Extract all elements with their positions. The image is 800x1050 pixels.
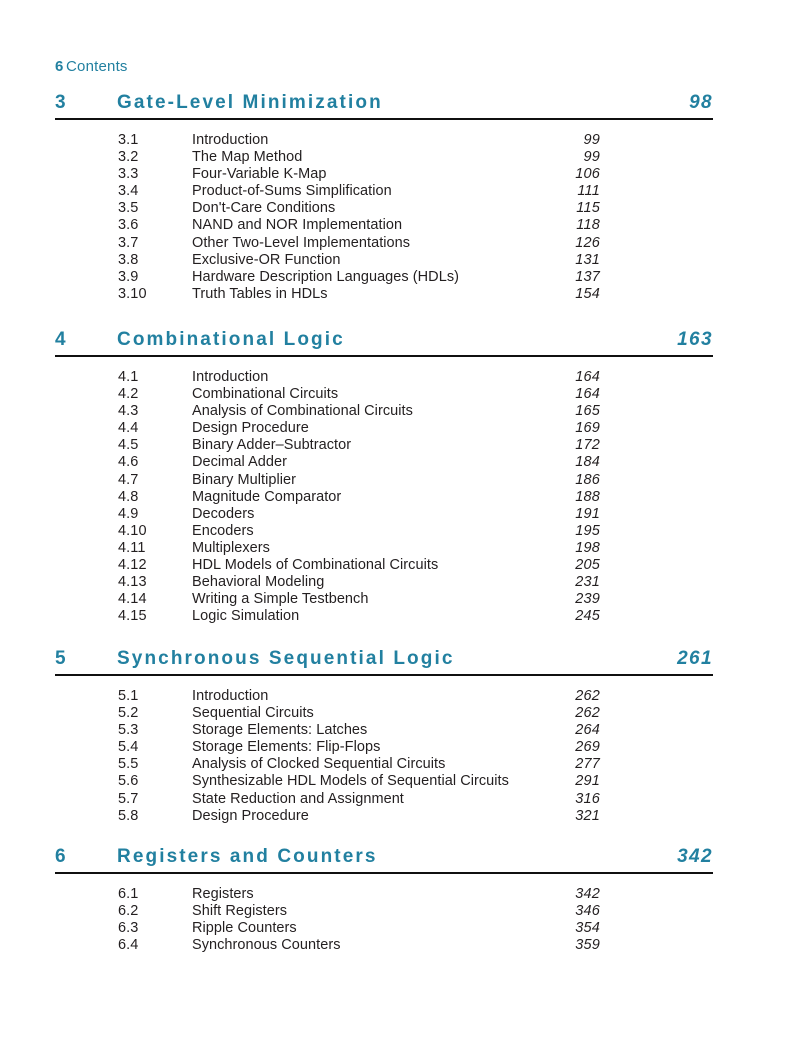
section-row[interactable] <box>0 386 600 403</box>
chapter-block <box>0 648 800 825</box>
section-title: Binary Multiplier <box>192 471 296 488</box>
section-page-number: 191 <box>575 505 600 522</box>
section-title: Hardware Description Languages (HDLs) <box>192 268 459 285</box>
section-page-number: 195 <box>575 522 600 539</box>
section-title: Decimal Adder <box>192 454 287 471</box>
chapter-title: Registers and Counters <box>117 846 378 867</box>
section-list <box>0 886 800 954</box>
section-row[interactable] <box>0 200 600 217</box>
section-page-number: 186 <box>575 471 600 488</box>
chapter-title: Combinational Logic <box>117 329 345 350</box>
section-page-number: 245 <box>575 608 600 625</box>
section-number: 3.1 <box>118 132 139 148</box>
section-page-number: 184 <box>575 454 600 471</box>
section-row[interactable] <box>0 557 600 574</box>
section-number: 4.5 <box>118 437 139 454</box>
section-number: 3.6 <box>118 217 139 234</box>
chapter-number: 5 <box>55 648 66 669</box>
section-number: 4.1 <box>118 369 139 385</box>
section-number: 5.3 <box>118 722 139 739</box>
chapter-block <box>0 329 800 625</box>
section-page-number: 172 <box>575 437 600 454</box>
section-number: 5.1 <box>118 688 139 704</box>
section-number: 3.10 <box>118 285 147 302</box>
section-list <box>0 688 800 825</box>
section-row[interactable] <box>0 286 600 303</box>
section-page-number: 169 <box>575 420 600 437</box>
section-page-number: 262 <box>575 688 600 704</box>
section-title: Truth Tables in HDLs <box>192 285 328 302</box>
section-row[interactable] <box>0 166 600 183</box>
chapter-rule <box>55 674 713 676</box>
section-number: 4.9 <box>118 505 139 522</box>
section-row[interactable] <box>0 523 600 540</box>
section-number: 6.2 <box>118 903 139 920</box>
section-number: 3.7 <box>118 234 139 251</box>
section-page-number: 126 <box>575 234 600 251</box>
section-row[interactable] <box>0 183 600 200</box>
section-row[interactable] <box>0 722 600 739</box>
section-row[interactable] <box>0 688 600 705</box>
section-page-number: 277 <box>575 756 600 773</box>
section-page-number: 154 <box>575 285 600 302</box>
section-row[interactable] <box>0 591 600 608</box>
section-row[interactable] <box>0 132 600 149</box>
section-row[interactable] <box>0 903 600 920</box>
section-page-number: 264 <box>575 722 600 739</box>
chapter-rule <box>55 118 713 120</box>
section-title: Logic Simulation <box>192 608 300 625</box>
section-row[interactable] <box>0 437 600 454</box>
section-number: 4.4 <box>118 420 139 437</box>
chapter-heading[interactable] <box>0 648 800 670</box>
section-page-number: 164 <box>575 369 600 385</box>
chapter-heading[interactable] <box>0 92 800 114</box>
section-page-number: 316 <box>575 790 600 807</box>
section-row[interactable] <box>0 808 600 825</box>
section-row[interactable] <box>0 886 600 903</box>
section-number: 6.3 <box>118 920 139 937</box>
section-page-number: 239 <box>575 591 600 608</box>
section-list <box>0 369 800 625</box>
running-head-label: Contents <box>66 58 128 75</box>
section-title: Encoders <box>192 522 254 539</box>
chapter-title: Gate-Level Minimization <box>117 92 383 113</box>
chapter-number: 6 <box>55 846 66 867</box>
section-number: 6.1 <box>118 886 139 902</box>
chapter-heading[interactable] <box>0 329 800 351</box>
section-title: Analysis of Combinational Circuits <box>192 403 413 420</box>
section-page-number: 346 <box>575 903 600 920</box>
section-number: 4.6 <box>118 454 139 471</box>
section-number: 3.4 <box>118 183 139 200</box>
section-number: 5.6 <box>118 773 139 790</box>
section-row[interactable] <box>0 217 600 234</box>
section-title: Decoders <box>192 505 255 522</box>
section-number: 6.4 <box>118 937 139 954</box>
section-page-number: 188 <box>575 488 600 505</box>
section-page-number: 111 <box>577 183 600 200</box>
section-row[interactable] <box>0 705 600 722</box>
section-title: Introduction <box>192 369 269 385</box>
section-page-number: 115 <box>576 200 600 217</box>
section-title: Sequential Circuits <box>192 705 314 722</box>
section-title: Analysis of Clocked Sequential Circuits <box>192 756 446 773</box>
section-title: Behavioral Modeling <box>192 574 325 591</box>
section-page-number: 198 <box>575 539 600 556</box>
section-title: Combinational Circuits <box>192 386 339 403</box>
section-number: 4.8 <box>118 488 139 505</box>
chapter-rule <box>55 355 713 357</box>
section-row[interactable] <box>0 608 600 625</box>
chapter-rule <box>55 872 713 874</box>
section-title: Ripple Counters <box>192 920 297 937</box>
section-title: State Reduction and Assignment <box>192 790 404 807</box>
chapter-block <box>0 846 800 954</box>
section-title: Writing a Simple Testbench <box>192 591 369 608</box>
section-title: Shift Registers <box>192 903 288 920</box>
section-number: 5.7 <box>118 790 139 807</box>
section-number: 4.3 <box>118 403 139 420</box>
section-page-number: 321 <box>575 807 600 824</box>
section-page-number: 342 <box>575 886 600 902</box>
section-number: 4.13 <box>118 574 147 591</box>
section-number: 5.5 <box>118 756 139 773</box>
chapter-number: 3 <box>55 92 66 113</box>
section-title: HDL Models of Combinational Circuits <box>192 557 439 574</box>
section-page-number: 131 <box>575 251 600 268</box>
section-number: 4.11 <box>118 539 146 556</box>
section-title: Exclusive-OR Function <box>192 251 341 268</box>
section-page-number: 99 <box>583 149 600 166</box>
section-title: NAND and NOR Implementation <box>192 217 403 234</box>
section-row[interactable] <box>0 149 600 166</box>
section-row[interactable] <box>0 472 600 489</box>
section-number: 4.14 <box>118 591 147 608</box>
section-number: 4.10 <box>118 522 147 539</box>
section-title: Design Procedure <box>192 420 309 437</box>
chapter-page-number: 163 <box>677 329 713 350</box>
page-folio: 6 <box>55 58 64 75</box>
section-number: 3.8 <box>118 251 139 268</box>
section-number: 5.2 <box>118 705 139 722</box>
chapter-heading[interactable] <box>0 846 800 868</box>
chapter-page-number: 342 <box>677 846 713 867</box>
section-page-number: 205 <box>575 557 600 574</box>
chapter-block <box>0 92 800 303</box>
section-page-number: 106 <box>575 166 600 183</box>
section-row[interactable] <box>0 420 600 437</box>
section-row[interactable] <box>0 739 600 756</box>
section-title: The Map Method <box>192 149 303 166</box>
section-title: Storage Elements: Flip-Flops <box>192 739 381 756</box>
section-page-number: 99 <box>583 132 600 148</box>
section-row[interactable] <box>0 454 600 471</box>
section-number: 5.8 <box>118 807 139 824</box>
section-row[interactable] <box>0 574 600 591</box>
section-page-number: 291 <box>575 773 600 790</box>
section-title: Introduction <box>192 688 269 704</box>
section-page-number: 231 <box>575 574 600 591</box>
section-page-number: 137 <box>575 268 600 285</box>
section-number: 4.7 <box>118 471 139 488</box>
section-title: Registers <box>192 886 254 902</box>
section-title: Synchronous Counters <box>192 937 341 954</box>
section-number: 3.9 <box>118 268 139 285</box>
section-row[interactable] <box>0 937 600 954</box>
section-row[interactable] <box>0 489 600 506</box>
section-number: 4.2 <box>118 386 139 403</box>
running-head <box>0 58 800 80</box>
section-page-number: 118 <box>576 217 600 234</box>
section-number: 5.4 <box>118 739 139 756</box>
section-number: 4.15 <box>118 608 147 625</box>
section-title: Four-Variable K-Map <box>192 166 327 183</box>
section-page-number: 165 <box>575 403 600 420</box>
section-page-number: 262 <box>575 705 600 722</box>
section-row[interactable] <box>0 369 600 386</box>
section-row[interactable] <box>0 773 600 790</box>
section-number: 3.3 <box>118 166 139 183</box>
section-title: Product-of-Sums Simplification <box>192 183 392 200</box>
section-row[interactable] <box>0 235 600 252</box>
section-row[interactable] <box>0 756 600 773</box>
section-row[interactable] <box>0 252 600 269</box>
section-title: Storage Elements: Latches <box>192 722 368 739</box>
chapter-page-number: 261 <box>677 648 713 669</box>
chapter-number: 4 <box>55 329 66 350</box>
section-title: Other Two-Level Implementations <box>192 234 411 251</box>
section-page-number: 164 <box>575 386 600 403</box>
section-title: Synthesizable HDL Models of Sequential Circuits <box>192 773 509 790</box>
section-row[interactable] <box>0 540 600 557</box>
section-page-number: 269 <box>575 739 600 756</box>
section-row[interactable] <box>0 269 600 286</box>
section-number: 3.2 <box>118 149 139 166</box>
section-page-number: 354 <box>575 920 600 937</box>
section-row[interactable] <box>0 920 600 937</box>
section-row[interactable] <box>0 506 600 523</box>
section-title: Magnitude Comparator <box>192 488 342 505</box>
section-row[interactable] <box>0 791 600 808</box>
section-number: 3.5 <box>118 200 139 217</box>
section-list <box>0 132 800 303</box>
section-row[interactable] <box>0 403 600 420</box>
section-title: Multiplexers <box>192 539 270 556</box>
section-number: 4.12 <box>118 557 147 574</box>
section-title: Design Procedure <box>192 807 309 824</box>
chapter-page-number: 98 <box>689 92 713 113</box>
section-page-number: 359 <box>575 937 600 954</box>
section-title: Binary Adder–Subtractor <box>192 437 352 454</box>
section-title: Don't-Care Conditions <box>192 200 336 217</box>
section-title: Introduction <box>192 132 269 148</box>
chapter-title: Synchronous Sequential Logic <box>117 648 455 669</box>
